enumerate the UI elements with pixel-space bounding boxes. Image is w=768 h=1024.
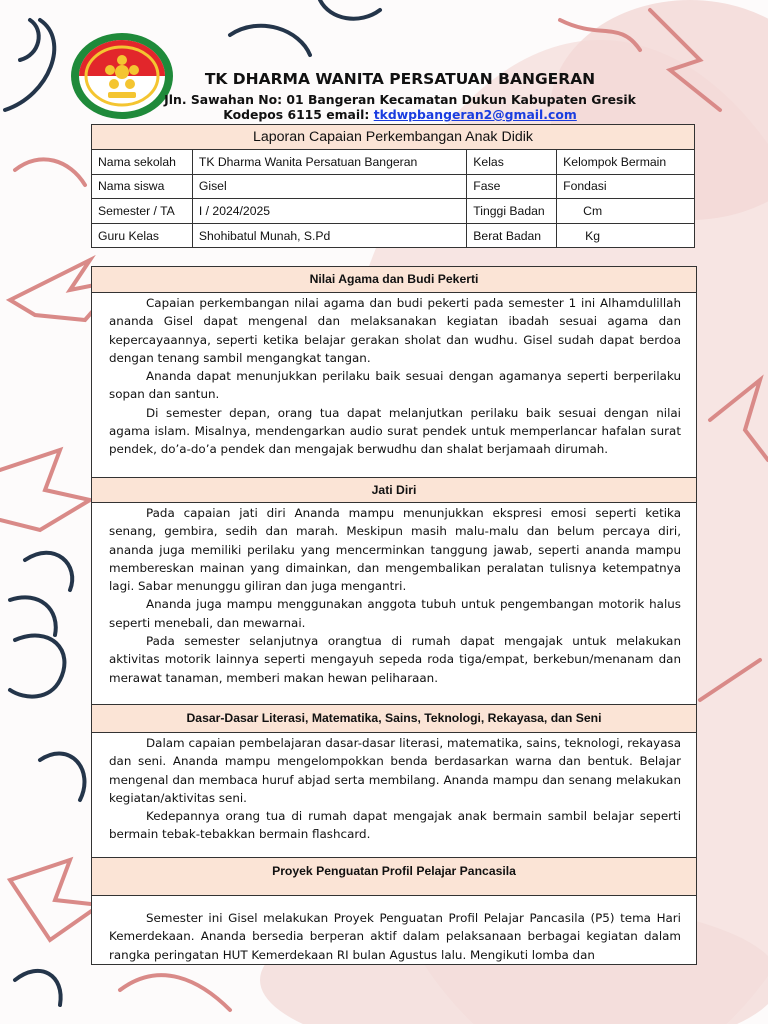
info-value: Kelompok Bermain [557,150,695,175]
school-name: TK DHARMA WANITA PERSATUAN BANGERAN [204,70,596,88]
section-body [92,733,696,844]
section-paragraph: Capaian perkembangan nilai agama dan budi pekerti pada semester 1 ini Alhamdulillah ananda Gisel dapat mengenal dan melaksanakan kegiatan ibadah sesuai agama dan kepercayaannya, seperti ketika belajar gerakan sholat dan wudhu. Gisel sudah dapat berdoa dengan tenang sambil mengangkat tangan. [109,296,681,365]
info-label: Guru Kelas [92,223,193,248]
info-label: Tinggi Badan [467,199,557,224]
section-literasi-steam [91,704,697,858]
info-value: Cm [557,199,695,224]
section-heading: Nilai Agama dan Budi Pekerti [92,267,696,293]
info-label: Berat Badan [467,223,557,248]
info-row [92,174,695,199]
info-label: Kelas [467,150,557,175]
section-heading: Jati Diri [92,478,696,503]
section-paragraph: Dalam capaian pembelajaran dasar-dasar literasi, matematika, sains, teknologi, rekayasa dan seni. Ananda mampu mengelompokkan benda berdasarkan warna dan bentuk. Belajar mengenal dan membaca huruf abjad serta membilang. Ananda mampu dan senang melakukan kegiatan/aktivitas seni. [109,736,681,805]
info-value: Shohibatul Munah, S.Pd [192,223,466,248]
section-body [92,896,696,964]
info-row [92,199,695,224]
section-p5 [91,857,697,965]
section-paragraph: Di semester depan, orang tua dapat melanjutkan perilaku baik sesuai dengan nilai agama islam. Misalnya, mendengarkan audio surat pendek untuk memperlancar hafalan surat pendek, do’a-do’a pendek dan mengajak berwudhu dan shalat berjamaah dirumah. [109,405,681,457]
section-body [92,293,696,459]
section-paragraph: Ananda juga mampu menggunakan anggota tubuh untuk pengembangan motorik halus seperti menebali, dan mewarnai. [109,597,681,630]
info-row [92,223,695,248]
school-address: Jln. Sawahan No: 01 Bangeran Kecamatan Dukun Kabupaten Gresik [164,92,636,107]
postcode-text: Kodepos 6115 email: [223,107,374,122]
info-label: Semester / TA [92,199,193,224]
email-link[interactable]: tkdwpbangeran2@gmail.com [373,107,577,122]
report-title: Laporan Capaian Perkembangan Anak Didik [92,125,695,150]
section-body [92,503,696,687]
section-jati-diri [91,477,697,705]
info-value: Kg [557,223,695,248]
info-label: Nama siswa [92,174,193,199]
section-paragraph: Semester ini Gisel melakukan Proyek Penguatan Profil Pelajar Pancasila (P5) tema Hari Kemerdekaan. Ananda bersedia berperan aktif dalam pelaksanaan berbagai kegiatan dalam rangka peringatan HUT Kemerdekaan RI bulan Agustus lalu. Mengikuti lomba dan [109,911,681,962]
school-contact [150,107,650,122]
section-paragraph: Kedepannya orang tua di rumah dapat mengajak anak bermain sambil belajar seperti bermain tebak-tebakkan bermain flashcard. [109,809,681,842]
info-value: Gisel [192,174,466,199]
info-value: I / 2024/2025 [192,199,466,224]
section-heading: Proyek Penguatan Profil Pelajar Pancasila [92,858,696,896]
section-paragraph: Ananda dapat menunjukkan perilaku baik sesuai dengan agamanya seperti berperilaku sopan dan santun. [109,369,681,402]
section-paragraph: Pada semester selanjutnya orangtua di rumah dapat mengajak untuk melakukan aktivitas motorik lainnya seperti mengayuh sepeda roda tiga/empat, berkebun/menanam dan merawat tanaman, memberi makan hewan peliharaan. [109,634,681,685]
info-label: Nama sekolah [92,150,193,175]
info-value: Fondasi [557,174,695,199]
student-info-table [91,124,695,248]
section-heading: Dasar-Dasar Literasi, Matematika, Sains, Teknologi, Rekayasa, dan Seni [92,705,696,733]
info-value: TK Dharma Wanita Persatuan Bangeran [192,150,466,175]
section-nilai-agama [91,266,697,478]
info-label: Fase [467,174,557,199]
section-paragraph: Pada capaian jati diri Ananda mampu menunjukkan ekspresi emosi seperti ketika senang, gembira, sedih dan marah. Meskipun masih malu-malu dan belum percaya diri, ananda juga memiliki perilaku yang mencerminkan tanggung jawab, seperti ananda mampu membereskan mainan yang dimainkan, dan mengembalikan peralatan tulisnya ketempatnya lagi. Sabar menunggu giliran dan juga mengantri. [109,506,681,594]
info-row [92,150,695,175]
